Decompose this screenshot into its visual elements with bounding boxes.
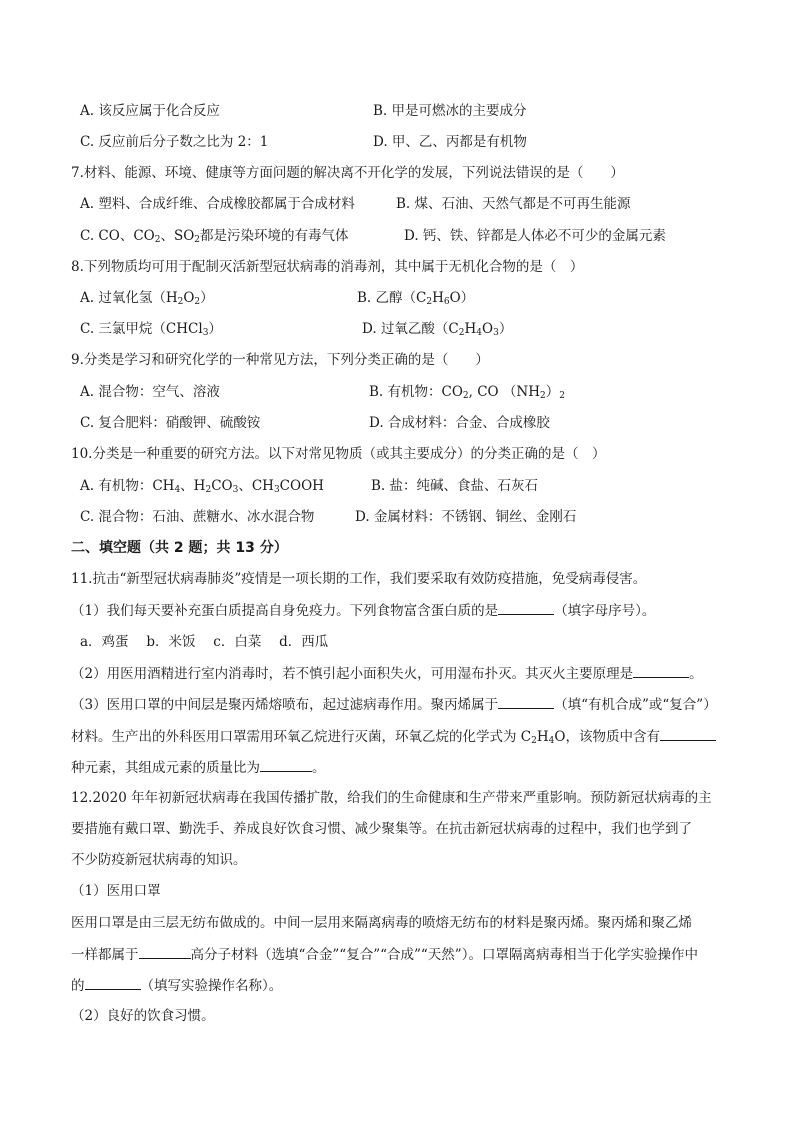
q11-part3-line2: 材料。生产出的外科医用口罩需用环氧乙烷进行灭菌，环氧乙烷的化学式为 $C_2H_4O$，该物质中含有 <box>71 726 716 746</box>
q11-part3-line1: （3）医用口罩的中间层是聚丙烯熔喷布，起过滤病毒作用。聚丙烯属于 （填“有机合成”或“复合”） <box>71 694 717 714</box>
q9-option-b: B. 有机物：$CO_2$, CO $(NH_2)_2$ <box>369 384 565 401</box>
q9-option-d: D. 合成材料：合金、合成橡胶 <box>369 415 550 431</box>
q9-option-c: C. 复合肥料：硝酸钾、硫酸铵 <box>80 415 261 431</box>
q8-option-a: A. 过氧化氢$(H_2O_2)$ <box>80 290 214 307</box>
q7-option-d: D. 钙、铁、锌都是人体必不可少的金属元素 <box>404 228 666 244</box>
q12-part1-line3: 的 （填写实验操作名称）。 <box>71 975 282 995</box>
q12-part1-line2: 一样都属于 高分子材料（选填“合金”“复合”“合成”“天然”）。口罩隔离病毒相当于化学实验操作中 <box>71 944 698 964</box>
q11-part1-choices: a．鸡蛋 b．米饭 c．白菜 d．西瓜 <box>80 634 329 650</box>
q6-option-d: D. 甲、乙、丙都是有机物 <box>373 134 527 150</box>
q12-part1-blank-1[interactable] <box>139 944 191 959</box>
q10-option-c: C. 混合物：石油、蔗糖水、冰水混合物 <box>80 509 315 525</box>
q8-option-b: B. 乙醇$(C_2H_6O)$ <box>357 290 475 307</box>
q7-option-b: B. 煤、石油、天然气都是不可再生能源 <box>396 196 631 212</box>
q11-part1: （1）我们每天要补充蛋白质提高自身免疫力。下列食物富含蛋白质的是 （填字母序号）。 <box>71 600 655 620</box>
q6-option-c: C. 反应前后分子数之比为 2：1 <box>80 134 269 150</box>
q11-part2: （2）用医用酒精进行室内消毒时，若不慎引起小面积失火，可用湿布扑灭。其灭火主要原理是 。 <box>71 663 703 683</box>
q11-part3-blank-1[interactable] <box>498 694 554 709</box>
q12-stem-line2: 要措施有戴口罩、勤洗手、养成良好饮食习惯、减少聚集等。在抗击新冠状病毒的过程中，我们也学到了 <box>71 821 692 837</box>
q11-part3-blank-3[interactable] <box>260 757 312 772</box>
q7-option-a: A. 塑料、合成纤维、合成橡胶都属于合成材料 <box>80 196 355 212</box>
q11-part3-blank-2[interactable] <box>660 726 716 741</box>
q12-part1-line1: 医用口罩是由三层无纺布做成的。中间一层用来隔离病毒的喷熔无纺布的材料是聚丙烯。聚丙烯和聚乙烯 <box>71 915 692 931</box>
q12-part2-title: （2）良好的饮食习惯。 <box>71 1008 215 1024</box>
q7-stem: 7.材料、能源、环境、健康等方面问题的解决离不开化学的发展，下列说法错误的是（ ） <box>71 165 624 181</box>
q12-part1-blank-2[interactable] <box>85 975 141 990</box>
q9-option-a: A. 混合物：空气、溶液 <box>80 384 220 400</box>
section-title-fill-in: 二、填空题（共 2 题；共 13 分） <box>71 540 288 556</box>
q11-stem: 11.抗击“新型冠状病毒肺炎”疫情是一项长期的工作，我们要采取有效防疫措施，免受病毒侵害。 <box>71 571 647 587</box>
q11-part3-line3: 种元素，其组成元素的质量比为 。 <box>71 757 326 777</box>
q10-option-b: B. 盐：纯碱、食盐、石灰石 <box>371 478 539 494</box>
q9-stem: 9.分类是学习和研究化学的一种常见方法，下列分类正确的是（ ） <box>71 352 489 368</box>
q8-option-c: C. 三氯甲烷（CHCl$_3$） <box>80 321 222 338</box>
q8-option-d: D. 过氧乙酸$(C_2H_4O_3)$ <box>362 321 513 338</box>
q6-option-a: A. 该反应属于化合反应 <box>80 103 220 119</box>
q10-option-d: D. 金属材料：不锈钢、铜丝、金刚石 <box>355 509 577 525</box>
q12-stem-line3: 不少防疫新冠状病毒的知识。 <box>71 852 247 868</box>
q6-option-b: B. 甲是可燃冰的主要成分 <box>373 103 527 119</box>
q12-stem-line1: 12.2020 年年初新冠状病毒在我国传播扩散，给我们的生命健康和生产带来严重影响。预防新冠状病毒的主 <box>71 790 712 806</box>
q7-option-c: C. CO、$CO_2$、$SO_2$都是污染环境的有毒气体 <box>80 228 349 245</box>
q11-part1-blank[interactable] <box>498 600 554 615</box>
q10-option-a: A. 有机物：$CH_4$、$H_2CO_3$、$CH_3COOH$ <box>80 478 324 495</box>
q8-stem: 8.下列物质均可用于配制灭活新型冠状病毒的消毒剂，其中属于无机化合物的是（ ） <box>71 259 584 275</box>
q10-stem: 10.分类是一种重要的研究方法。以下对常见物质（或其主要成分）的分类正确的是（ ） <box>71 446 606 462</box>
q12-part1-title: （1）医用口罩 <box>71 883 161 899</box>
q11-part2-blank[interactable] <box>633 663 689 678</box>
